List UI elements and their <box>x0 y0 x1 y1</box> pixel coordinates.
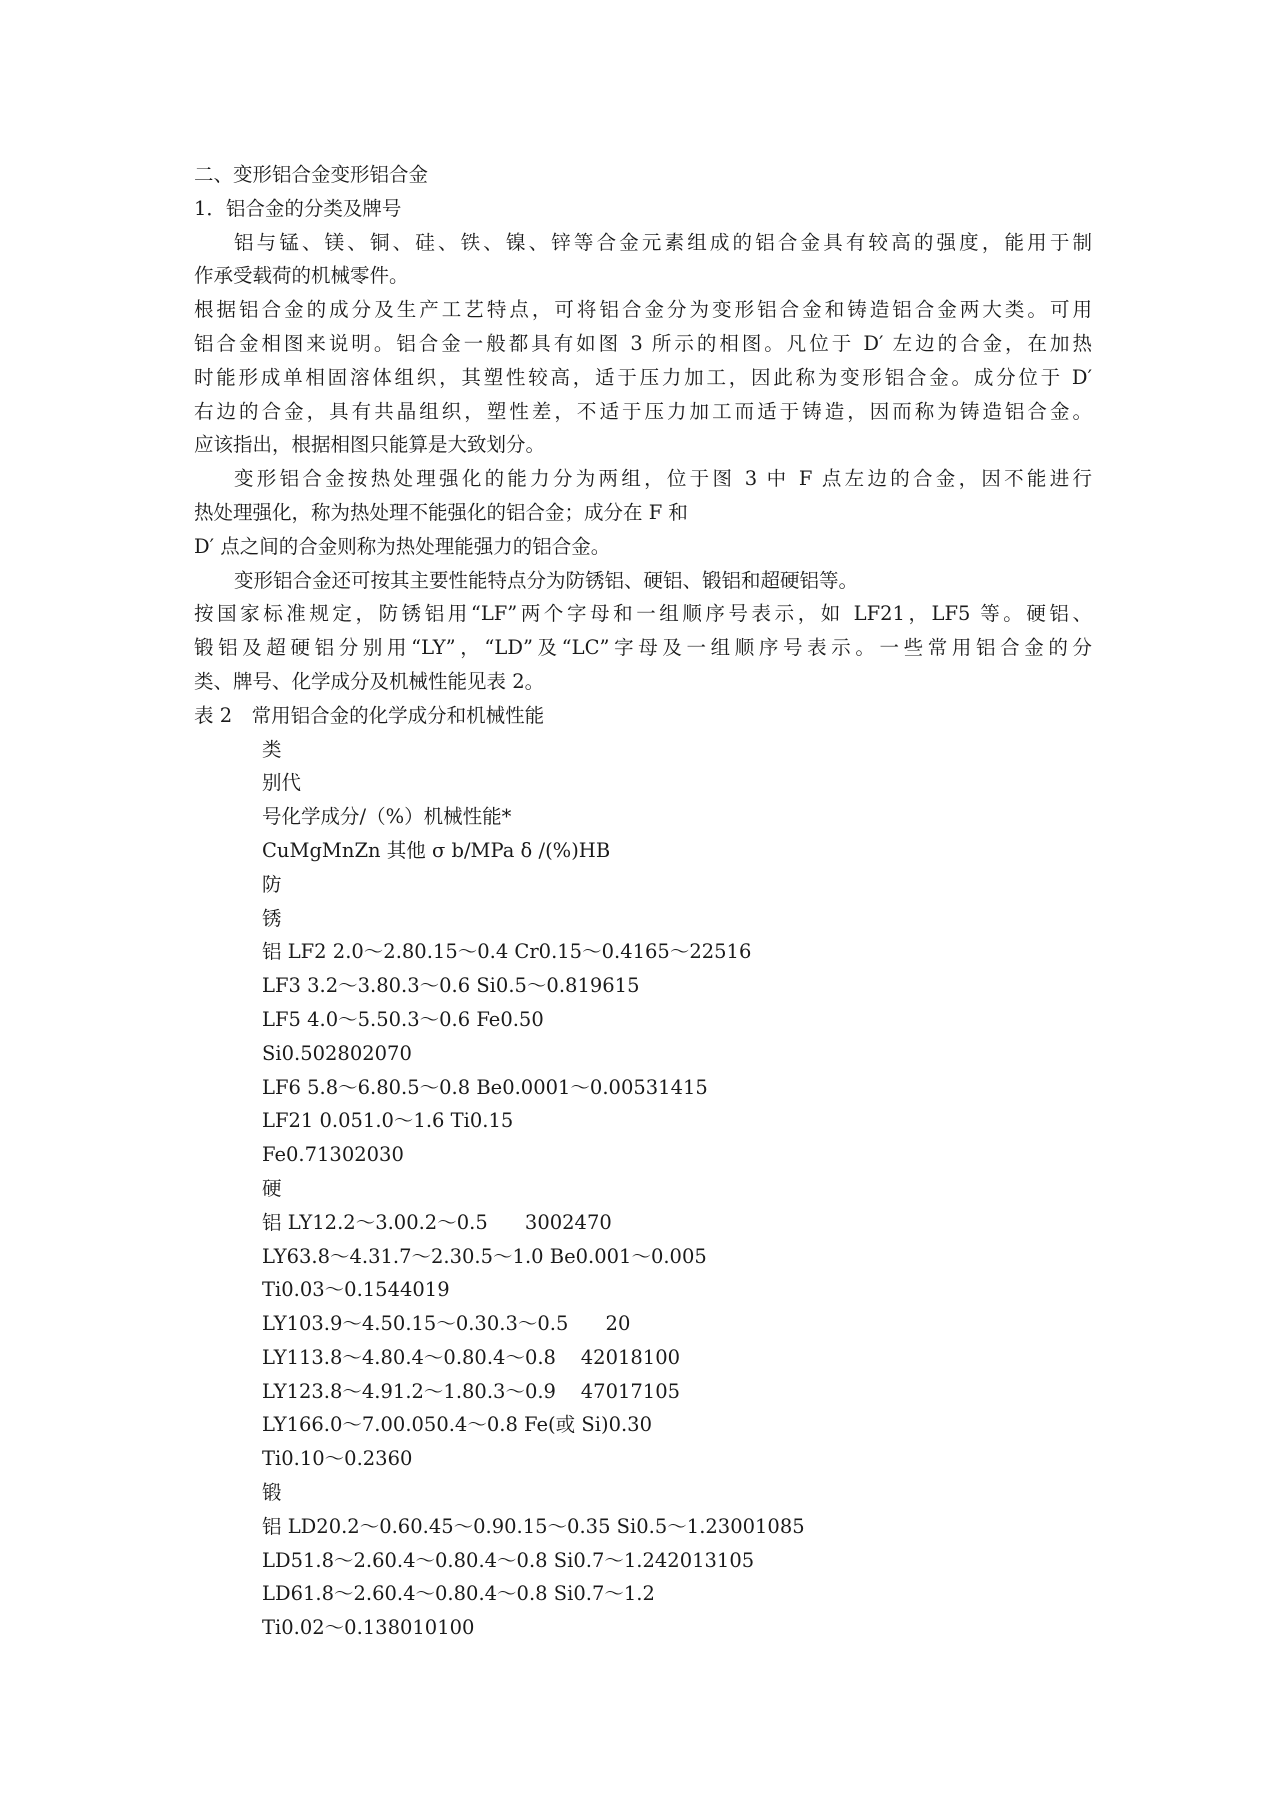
table-line: 号化学成分/（%）机械性能* <box>262 805 512 829</box>
table-line: LY166.0～7.00.050.4～0.8 Fe(或 Si)0.30 <box>262 1413 652 1437</box>
paragraph-1 <box>194 226 1092 294</box>
table-line: LY123.8～4.91.2～1.80.3～0.9 47017105 <box>262 1379 681 1403</box>
paragraph-line: 时能形成单相固溶体组织，其塑性较高，适于压力加工，因此称为变形铝合金。成分位于 D′ <box>194 365 1092 389</box>
table-line: CuMgMnZn 其他 σ b/MPa δ /(%)HB <box>262 838 611 862</box>
table-line: 锻 <box>262 1481 282 1505</box>
subsection-heading: 1．铝合金的分类及牌号 <box>194 196 402 220</box>
table-line: Si0.502802070 <box>262 1041 412 1065</box>
table-line: 别代 <box>262 771 302 795</box>
table-line: LD61.8～2.60.4～0.80.4～0.8 Si0.7～1.2 <box>262 1582 655 1606</box>
table-line: LF5 4.0～5.50.3～0.6 Fe0.50 <box>262 1007 544 1031</box>
table-line: LF3 3.2～3.80.3～0.6 Si0.5～0.819615 <box>262 974 640 998</box>
table-line: LF6 5.8～6.80.5～0.8 Be0.0001～0.00531415 <box>262 1075 708 1099</box>
paragraph-line: 变形铝合金按热处理强化的能力分为两组，位于图 3 中 F 点左边的合金，因不能进行 <box>234 467 1092 491</box>
paragraph-line: 类、牌号、化学成分及机械性能见表 2。 <box>194 669 545 693</box>
paragraph-line: 按国家标准规定，防锈铝用“LF”两个字母和一组顺序号表示，如 LF21，LF5 等。硬铝、 <box>194 602 1092 626</box>
paragraph-4: 变形铝合金还可按其主要性能特点分为防锈铝、硬铝、锻铝和超硬铝等。 <box>234 568 859 592</box>
table-line: 铝 LF2 2.0～2.80.15～0.4 Cr0.15～0.4165～22516 <box>262 940 752 964</box>
section-heading: 二、变形铝合金变形铝合金 <box>194 163 429 186</box>
table-line: LF21 0.051.0～1.6 Ti0.15 <box>262 1109 514 1133</box>
table-line: LY63.8～4.31.7～2.30.5～1.0 Be0.001～0.005 <box>262 1244 707 1268</box>
table-line: 铝 LY12.2～3.00.2～0.5 3002470 <box>262 1210 612 1234</box>
alloy-table-text <box>194 733 1092 1646</box>
table-line: Ti0.02～0.138010100 <box>262 1616 475 1640</box>
paragraph-line: 锻铝及超硬铝分别用“LY”，“LD”及“LC”字母及一组顺序号表示。一些常用铝合金的分 <box>194 636 1092 660</box>
table-line: LD51.8～2.60.4～0.80.4～0.8 Si0.7～1.242013105 <box>262 1548 755 1572</box>
paragraph-line: 热处理强化，称为热处理不能强化的铝合金；成分在 F 和 <box>194 500 688 524</box>
table-line: 铝 LD20.2～0.60.45～0.90.15～0.35 Si0.5～1.23001085 <box>262 1514 805 1538</box>
paragraph-2 <box>194 293 1092 462</box>
paragraph-line: 铝与锰、镁、铜、硅、铁、镍、锌等合金元素组成的铝合金具有较高的强度，能用于制 <box>234 230 1092 254</box>
table-line: Ti0.10～0.2360 <box>262 1447 413 1471</box>
document-body <box>194 158 1092 1645</box>
paragraph-line: 铝合金相图来说明。铝合金一般都具有如图 3 所示的相图。凡位于 D′ 左边的合金，在加热 <box>194 331 1092 355</box>
paragraph-line: 根据铝合金的成分及生产工艺特点，可将铝合金分为变形铝合金和铸造铝合金两大类。可用 <box>194 298 1092 322</box>
paragraph-line: 应该指出，根据相图只能算是大致划分。 <box>194 433 546 457</box>
table-line: Fe0.71302030 <box>262 1143 404 1167</box>
paragraph-line: 右边的合金，具有共晶组织，塑性差，不适于压力加工而适于铸造，因而称为铸造铝合金。 <box>194 399 1092 423</box>
paragraph-line: 作承受载荷的机械零件。 <box>194 264 409 288</box>
table-line: 防 <box>262 872 282 896</box>
table-line: LY103.9～4.50.15～0.30.3～0.5 20 <box>262 1312 631 1336</box>
table-line: 硬 <box>262 1176 282 1200</box>
table-line: 类 <box>262 737 282 761</box>
paragraph-3 <box>194 462 1092 563</box>
paragraph-5 <box>194 597 1092 698</box>
table-caption: 表 2 常用铝合金的化学成分和机械性能 <box>194 703 545 727</box>
paragraph-line: D′ 点之间的合金则称为热处理能强力的铝合金。 <box>194 534 611 558</box>
table-line: 锈 <box>262 906 282 930</box>
table-line: Ti0.03～0.1544019 <box>262 1278 450 1302</box>
table-line: LY113.8～4.80.4～0.80.4～0.8 42018100 <box>262 1345 681 1369</box>
